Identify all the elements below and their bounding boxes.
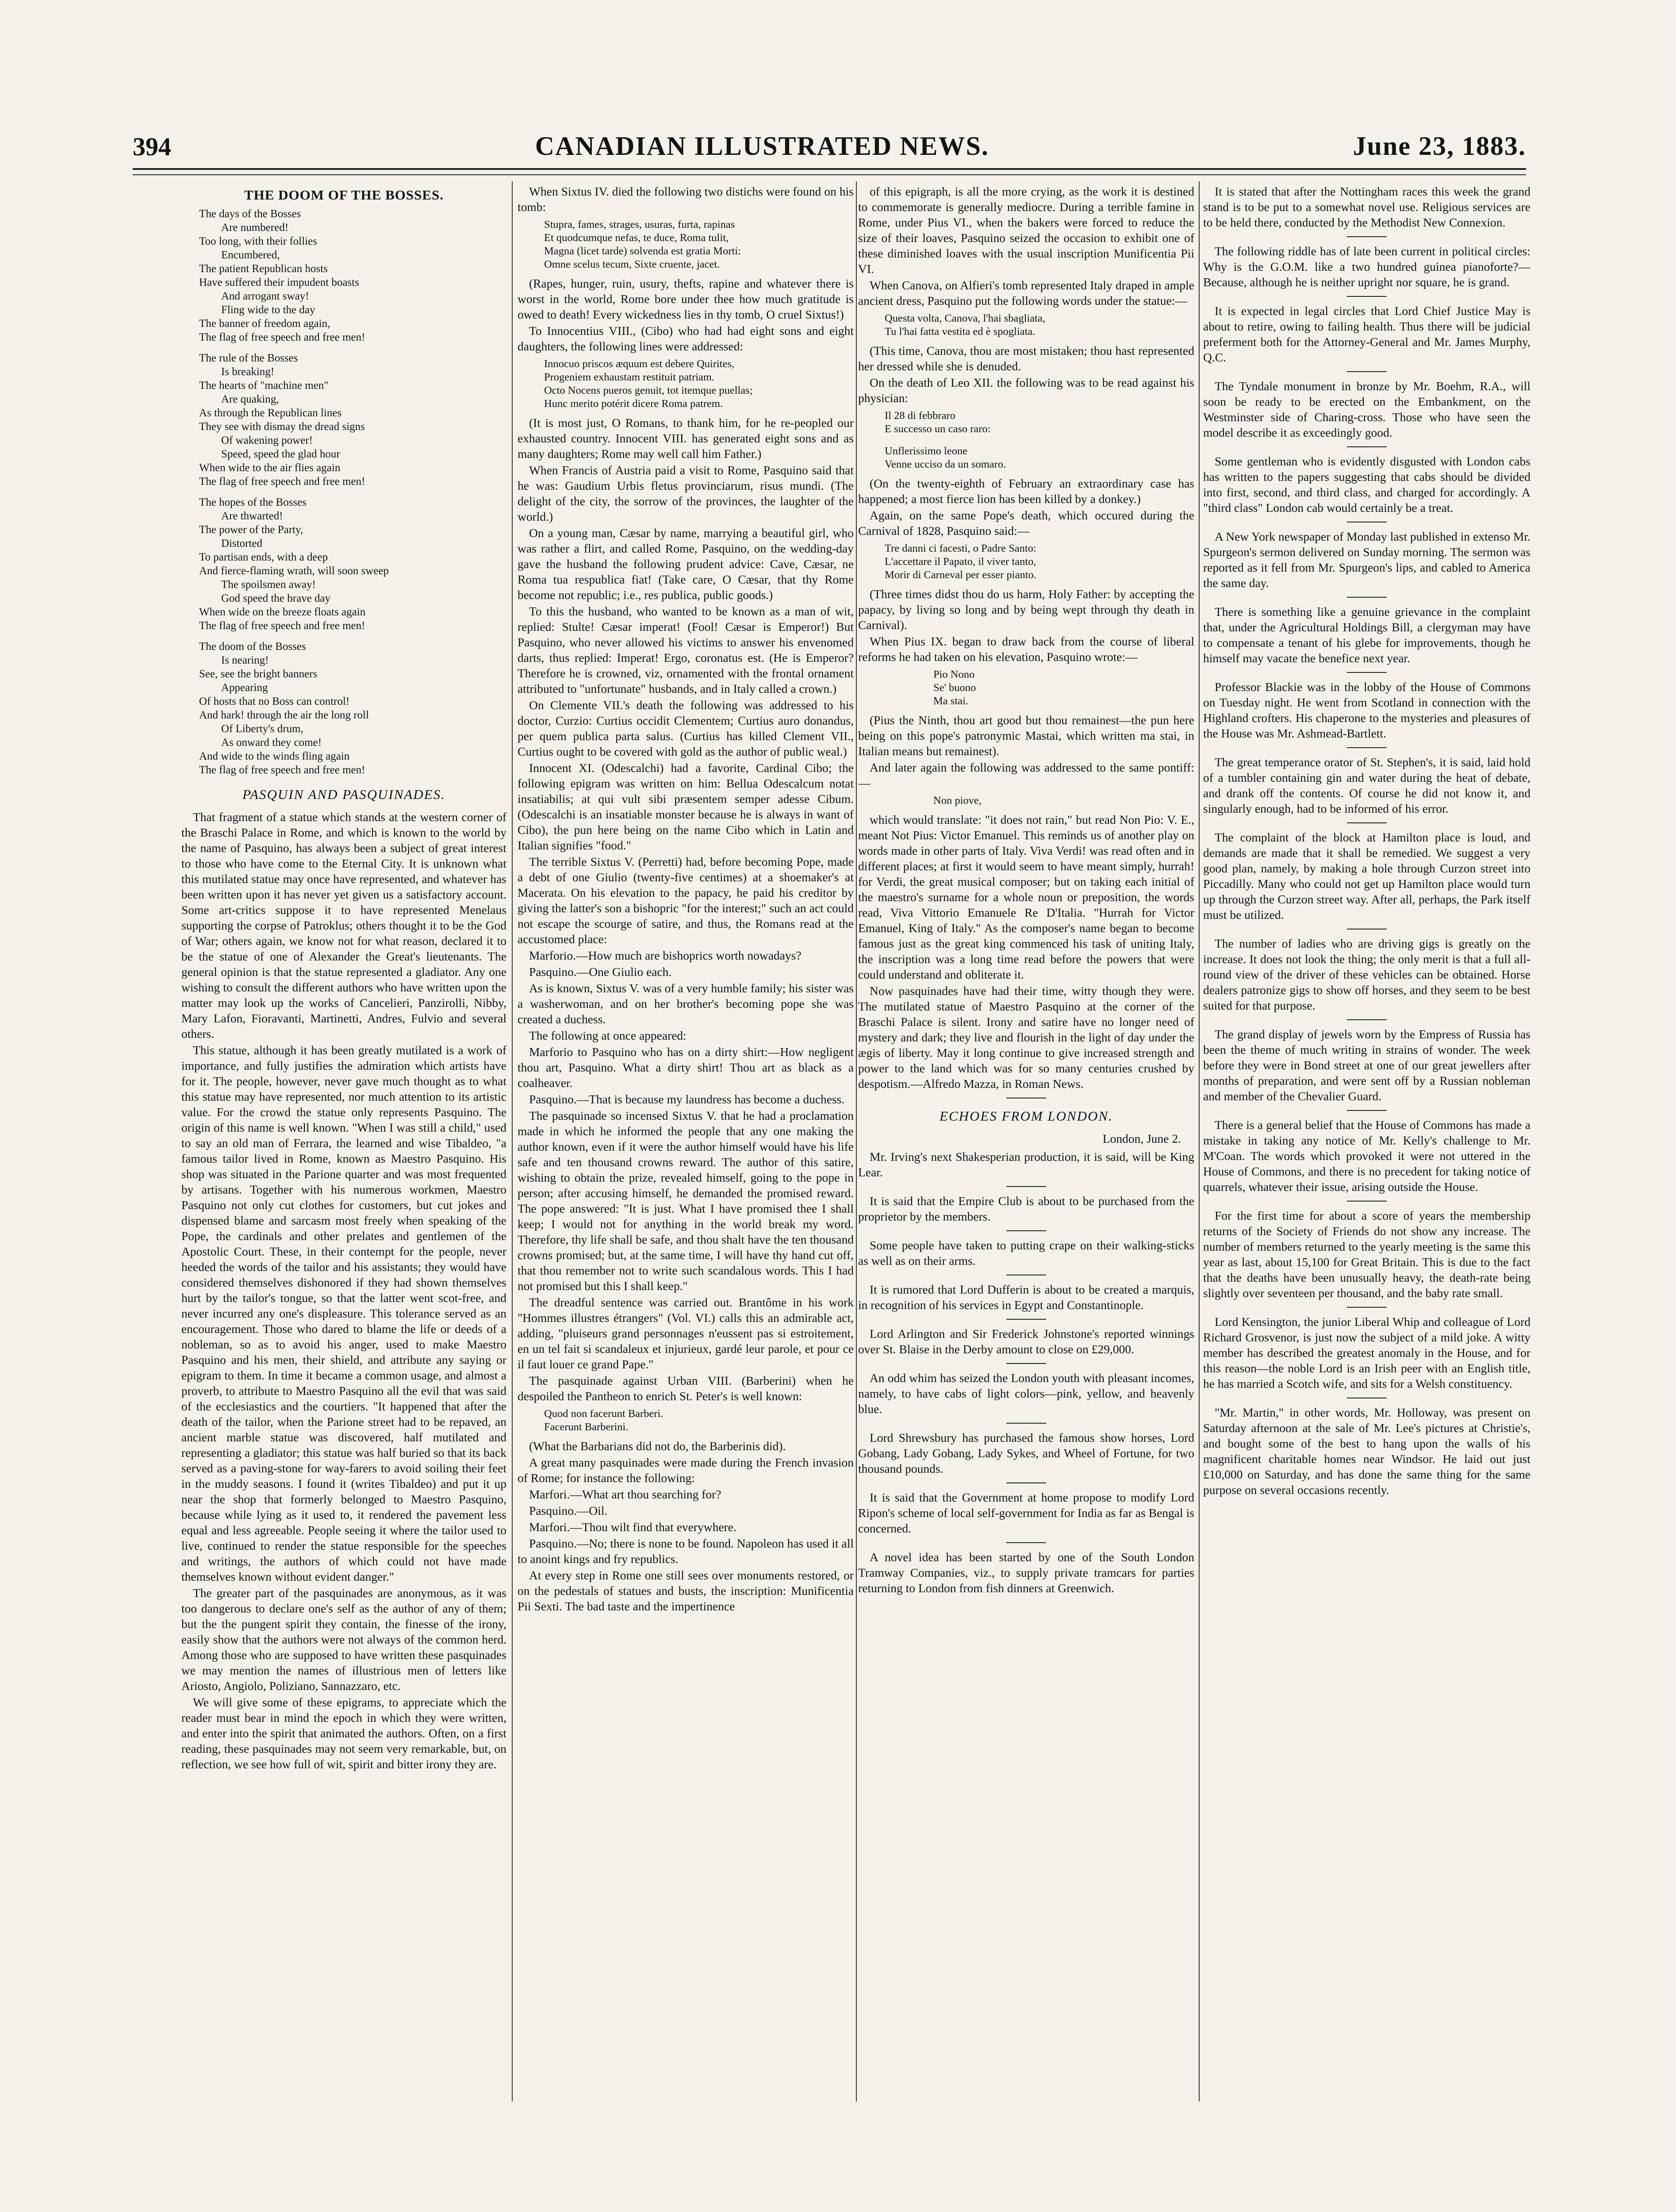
italian-quote: [885, 542, 1194, 582]
news-item: A New York newspaper of Monday last published in extenso Mr. Spurgeon's sermon delivered on Sunday morning. The sermon was reported as it fell from Mr. Spurgeon's lips, and cabled to America the same day.: [1203, 530, 1530, 590]
column-divider: [856, 181, 857, 2101]
quote-line: Morir di Carneval per esser pianto.: [885, 569, 1036, 581]
poem-stanza: [181, 207, 506, 344]
item-divider: [1347, 672, 1387, 673]
article-body: [181, 809, 506, 1772]
item-divider: [1006, 1363, 1046, 1364]
item-divider: [1006, 1186, 1046, 1187]
item-divider: [1347, 747, 1387, 748]
poem-line: As through the Republican lines: [199, 407, 342, 419]
latin-quote: [544, 218, 854, 271]
poem-line: The flag of free speech and free men!: [199, 764, 365, 776]
poem-line: The power of the Party,: [199, 524, 303, 536]
poem-line: When wide on the breeze floats again: [199, 606, 366, 618]
dialogue-line: Pasquino.—One Giulio each.: [529, 965, 672, 979]
page-number: 394: [133, 132, 171, 161]
news-item: Lord Shrewsbury has purchased the famous show horses, Lord Gobang, Lady Gobang, Lady Sykes, and Wheel of Fortune, for two thousand pounds.: [858, 1431, 1194, 1475]
news-item: It is said that the Empire Club is about to be purchased from the proprietor by the members.: [858, 1194, 1194, 1223]
item-divider: [1006, 1319, 1046, 1320]
item-divider: [1347, 446, 1387, 447]
paragraph: At every step in Rome one still sees over monuments restored, or on the pedestals of statues and busts, the inscription: Munificentia Pii Sexti. The bad taste and the impertinence: [518, 1568, 854, 1613]
news-item: The complaint of the block at Hamilton place is loud, and demands are made that it shall be remedied. We suggest a very good plan, namely, by making a hole through Curzon street into Piccadilly. Many who could not get up Hamilton place would turn up through the Curzon street way. After all, perhaps, the Park itself must be utilized.: [1203, 830, 1530, 922]
poem-line: They see with dismay the dread signs: [199, 421, 365, 433]
item-divider: [1006, 1542, 1046, 1543]
dialogue-line: Pasquino.—Oil.: [529, 1504, 608, 1517]
dialogue-line: Marforio.—How much are bishoprics worth nowadays?: [529, 949, 802, 962]
quote-line: Questa volta, Canova, l'hai sbagliata,: [885, 312, 1045, 324]
paragraph: On Clemente VII.'s death the following was addressed to his doctor, Curzio: Curtius occidit Clementem; Curtius auro donandus, per quem publica parta salus. (Curtius has killed Clement VII., Curtius ought to be covered with gold as the author of public weal.): [518, 698, 854, 758]
poem-line: Is nearing!: [221, 654, 269, 666]
quote-line: Se' buono: [933, 682, 976, 694]
news-item: The number of ladies who are driving gigs is greatly on the increase. It does not look the thing; the only merit is that a full all-round view of the driver of these vehicles can be obtained. Horse dealers patronize gigs to show off horses, and they seem to be best suited for that purpose.: [1203, 937, 1530, 1012]
poem-line: Of wakening power!: [221, 434, 313, 446]
poem-stanza: [181, 640, 506, 777]
news-item: It is said that the Government at home propose to modify Lord Ripon's scheme of local self-government for India as far as Bengal is concerned.: [858, 1490, 1194, 1535]
paragraph: The terrible Sixtus V. (Perretti) had, before becoming Pope, made a debt of one Giulio (twenty-five centimes) at a shoemaker's at Macerata. On his elevation to the papacy, he paid his creditor by giving the latter's son a bishopric "for the interest;" such an act could not escape the scourge of satire, and thus, the Romans read at the accustomed place:: [518, 855, 854, 946]
latin-quote: [544, 1407, 854, 1434]
poem-line: Fling wide to the day: [221, 304, 315, 316]
paragraph: As is known, Sixtus V. was of a very humble family; his sister was a washerwoman, and on her brother's becoming pope she was created a duchess.: [518, 981, 854, 1026]
paragraph: When Sixtus IV. died the following two distichs were found on his tomb:: [518, 184, 854, 214]
section-title: PASQUIN AND PASQUINADES.: [242, 787, 445, 802]
paragraph: To Innocentius VIII., (Cibo) who had had eight sons and eight daughters, the following lines were addressed:: [518, 324, 854, 353]
italian-quote: [933, 668, 1194, 708]
poem-line: Are numbered!: [221, 222, 289, 234]
item-divider: [1347, 1110, 1387, 1111]
quote-line: Innocuo priscos æquum est debere Quirites,: [544, 358, 735, 370]
poem-line: Appearing: [221, 682, 268, 694]
news-item: Lord Arlington and Sir Frederick Johnstone's reported winnings over St. Blaise in the Derby amount to close on £29,000.: [858, 1327, 1194, 1356]
news-item: The grand display of jewels worn by the Empress of Russia has been the theme of much writing in strains of wonder. The week before they were in Bond street at one of our great jewellers after months of preparation, and were sent off by a Russian nobleman and member of the Chevalier Guard.: [1203, 1027, 1530, 1103]
news-item: The Tyndale monument in bronze by Mr. Boehm, R.A., will soon be ready to be erected on the Embankment, on the Westminster side of Charing-cross. Those who have seen the model describe it as exceedingly good.: [1203, 379, 1530, 439]
paragraph: The dreadful sentence was carried out. Brantôme in his work "Hommes illustres étrangers" (Vol. VI.) calls this an admirable act, adding, "pluiseurs grand personnages n'eussent pas si estroitement, en un tel fait si scandaleux et injurieux, gardé leur parole, et pour ce il faut louer ce grand Pape.": [518, 1295, 854, 1371]
poem-line: The rule of the Bosses: [199, 352, 298, 364]
paragraph: The greater part of the pasquinades are anonymous, as it was too dangerous to declare one's self as the author of any of them; but the the pungent spirit they contain, the finesse of the irony, easily show that the authors were not always of the common herd. Among those who are supposed to have written these pasquinades we may mention the names of illustrious men of letters like Ariosto, Angiolo, Poliziano, Sannazzaro, etc.: [181, 1586, 506, 1693]
section-title: ECHOES FROM LONDON.: [940, 1108, 1113, 1124]
poem-line: The hearts of "machine men": [199, 380, 329, 392]
poem-line: And hark! through the air the long roll: [199, 709, 369, 721]
news-item: There is something like a genuine grievance in the complaint that, under the Agricultural Holdings Bill, a clergyman may have to compensate a tenant of his glebe for improvements, though he himself may vacate the benefice next year.: [1203, 605, 1530, 665]
paragraph: Again, on the same Pope's death, which occured during the Carnival of 1828, Pasquino said:—: [858, 508, 1194, 538]
poem-line: The patient Republican hosts: [199, 263, 328, 275]
poem-line: The flag of free speech and free men!: [199, 476, 365, 488]
item-divider: [1347, 822, 1387, 823]
dialogue-line: Marfori.—What art thou searching for?: [529, 1487, 721, 1501]
paragraph: And later again the following was addressed to the same pontiff:—: [858, 760, 1194, 790]
header-rule: [133, 168, 1526, 170]
poem-line: The days of the Bosses: [199, 208, 301, 220]
quote-line: Ma stai.: [933, 695, 968, 707]
header-rule-thin: [133, 174, 1526, 175]
italian-quote: [885, 409, 1194, 471]
news-item: Mr. Irving's next Shakesperian production, it is said, will be King Lear.: [858, 1150, 1194, 1179]
dialogue-line: Pasquino.—No; there is none to be found. Napoleon has used it all to anoint kings and fry republics.: [518, 1536, 854, 1566]
poem-title: THE DOOM OF THE BOSSES.: [244, 187, 444, 203]
poem-line: The banner of freedom again,: [199, 318, 330, 330]
poem-line: And wide to the winds fling again: [199, 750, 350, 762]
column-divider: [1199, 181, 1200, 2101]
item-divider: [1347, 296, 1387, 297]
news-item: The following riddle has of late been current in political circles: Why is the G.O.M. like a two hundred guinea pianoforte?—Because, although he is neither upright nor square, he is grand.: [1203, 244, 1530, 289]
news-item: Lord Kensington, the junior Liberal Whip and colleague of Lord Richard Grosvenor, is just now the subject of a mild joke. A witty member has described the greatest anomaly in the House, and for this reason—the noble Lord is an Irish peer with an English title, he has married a Scotch wife, and sits for a Welsh constituency.: [1203, 1315, 1530, 1390]
paragraph: of this epigraph, is all the more crying, as the work it is destined to commemorate is generally mediocre. During a terrible famine in Rome, under Pius VI., when the bakers were forced to reduce the size of their loaves, Pasquino seized the occasion to exhibit one of these diminished loaves with the usual inscription Munificentia Pii VI.: [858, 184, 1194, 276]
paragraph: To this the husband, who wanted to be known as a man of wit, replied: Stulte! Cæsar imperat! (Fool! Cæsar is Emperor!) But Pasquino, who never allowed his victims to answer his envenomed darts, thus replied: Imperat! Ergo, coronatus est. (He is Emperor? Therefore he is crowned, viz, ornamented with the frontal ornament attributed to "unfortunate" husbands, and in Italy called a crown.): [518, 604, 854, 695]
poem-line: As onward they come!: [221, 737, 322, 749]
item-divider: [1347, 1019, 1387, 1020]
news-items: [858, 1149, 1194, 1596]
news-item: Some people have taken to putting crape on their walking-sticks as well as on their arms.: [858, 1238, 1194, 1267]
quote-line: E successo un caso raro:: [885, 423, 991, 435]
poem-line: Are thwarted!: [221, 510, 283, 522]
paragraph: (Rapes, hunger, ruin, usury, thefts, rapine and whatever there is worst in the world, Rome bore under thee how much gratitude is owed to death! Every wickedness lies in thy tomb, O cruel Sixtus!): [518, 276, 854, 321]
news-item: An odd whim has seized the London youth with pleasant incomes, namely, to have cabs of light colors—pink, yellow, and heavenly blue.: [858, 1371, 1194, 1416]
quote-line: Omne scelus tecum, Sixte cruente, jacet.: [544, 258, 720, 270]
paragraph: This statue, although it has been greatly mutilated is a work of importance, and fully justifies the admiration which artists have for it. The people, however, never gave much thought as to what this statue may have represented, nor much attention to its artistic value. For the crowd the statue only represents Pasquino. The origin of this name is well known. "When I was still a child," used to say an old man of Ferrara, the learned and wise Tibaldeo, "a famous tailor lived in Rome, known as Maestro Pasquino. His shop was situated in the Parione quarter and was most frequented by artisans. Together with his numerous workmen, Maestro Pasquino not only cut clothes for customers, but cut jokes and dispensed blame and sarcasm most freely when speaking of the Pope, the cardinals and other prelates and gentlemen of the Apostolic Court. These, in their contempt for the people, never heeded the words of the tailor and his assistants; they would have considered themselves dishonored if they had shown themselves hurt by the tailor's tongue, so that the latter went scot-free, and never incurred any one's displeasure. This tolerance served as an encouragement. Those who dared to blame the life or deeds of a nobleman, so as to avoid his anger, used to make Maestro Pasquino and his men, their shield, and attribute any saying or epigram to them. In time it became a common usage, and almost a proverb, to attribute to Maestro Pasquino all the evil that was said of the ecclesiastics and the courtiers. "It happened that after the death of the tailor, when the Parione street had to be repaved, an ancient marble statue was discovered, half mutilated and representing a gladiator; this statue was half buried so that its back served as a paving-stone for way-farers to avoid soiling their feet in the muddy seasons. I found it (writes Tibaldeo) and put it up near the shop that formerly belonged to Maestro Pasquino, because while lying as it used to, it rendered the pavement less equal and less agreeable. People seeing it where the tailor used to live, continued to render the statue responsible for the speeches and writings, the authors of which could not have made themselves known without evident danger.": [181, 1043, 506, 1583]
news-item: For the first time for about a score of years the membership returns of the Society of Friends do not show any increase. The number of members returned to the yearly meeting is the same this year as last, about 15,100 for Great Britain. This is due to the fact that the deaths have been unusually heavy, the death-rate being slightly over seventeen per thousand, and the baby rate small.: [1203, 1209, 1530, 1300]
dialogue-line: Marfori.—Thou wilt find that everywhere.: [529, 1520, 736, 1534]
poem-line: Too long, with their follies: [199, 235, 317, 247]
quote-line: Tre danni ci facesti, o Padre Santo:: [885, 542, 1036, 554]
paragraph: (On the twenty-eighth of February an extraordinary case has happened; a most fierce lion has been killed by a donkey.): [858, 476, 1194, 506]
poem-stanza: [181, 495, 506, 633]
paragraph: The pasquinade so incensed Sixtus V. that he had a proclamation made in which he informed the people that any one making the author known, even if it were the author himself would have his life safe and ten thousand crowns reward. The author of this satire, wishing to obtain the prize, revealed himself, going to the pope in person; after accusing himself, he demanded the promised reward. The pope answered: "It is just. What I have promised thee I shall keep; I would not for anything in the world break my word. Therefore, thy life shall be safe, and thou shalt have the ten thousand crowns promised; but, at the same time, I will have thy hand cut off, that thou remember not to write such scandalous words. This I had not promised but this I shall keep.": [518, 1109, 854, 1293]
poem-line: The flag of free speech and free men!: [199, 620, 365, 632]
news-item: The great temperance orator of St. Stephen's, it is said, laid hold of a tumbler containing gin and water during the heat of debate, and drank off the contents. Of course he did not know it, and singularly enough, had to be informed of his error.: [1203, 755, 1530, 815]
paragraph: which would translate: "it does not rain," but read Non Pio: V. E., meant Not Pius: Victor Emanuel. This reminds us of another play on words made in other parts of Italy. Viva Verdi! was read often and in different places; at first it would seem to have meant simply, hurrah! for Verdi, the great musical composer; but on taking each initial of the maestro's surname for a whole noun or preposition, the words read, Viva Vittorio Emanuele Re D'Italia. "Hurrah for Victor Emanuel, King of Italy." As the composer's name began to become famous just as the great king commenced his task of uniting Italy, the inscription was a long time read before the powers that were could understand and obliterate it.: [858, 813, 1194, 981]
poem-line: The doom of the Bosses: [199, 641, 306, 653]
dateline: London, June 2.: [1102, 1132, 1181, 1145]
poem-line: Of Liberty's drum,: [221, 723, 303, 735]
quote-line: Non piove,: [933, 795, 982, 806]
paragraph: The following at once appeared:: [529, 1029, 687, 1042]
masthead-title: CANADIAN ILLUSTRATED NEWS.: [535, 131, 989, 161]
column-3: [858, 184, 1194, 2101]
italian-quote: [885, 312, 1194, 338]
quote-line: Progeniem exhaustam restituit patriam.: [544, 371, 715, 383]
paragraph: Now pasquinades have had their time, witty though they were. The mutilated statue of Maestro Pasquino at the corner of the Braschi Palace is silent. Irony and satire have no longer need of mystery and dark; they live and flourish in the light of day under the ægis of liberty. May it long continue to give increased strength and power to the land which was for so many centuries crushed by despotism.—Alfredo Mazza, in Roman News.: [858, 984, 1194, 1091]
italian-quote: [933, 794, 1194, 807]
item-divider: [1006, 1423, 1046, 1424]
issue-date: June 23, 1883.: [1353, 131, 1526, 161]
quote-line: Et quodcumque nefas, te duce, Roma tulit,: [544, 232, 729, 244]
paragraph: We will give some of these epigrams, to appreciate which the reader must bear in mind the epoch in which they were written, and enter into the spirit that animated the authors. Often, on a first reading, these pasquinades may not seem very remarkable, but, on reflection, we see how full of wit, spirit and bitter irony they are.: [181, 1695, 506, 1771]
news-item: It is rumored that Lord Dufferin is about to be created a marquis, in recognition of his services in Egypt and Constantinople.: [858, 1283, 1194, 1312]
paragraph: On a young man, Cæsar by name, marrying a beautiful girl, who was rather a flirt, and called Rome, Pasquino, on the wedding-day gave the husband the following prudent advice: Cave, Cæsar, ne Roma tua respublica fiat! (Take care, O Cæsar, that thy Rome become not republic; i.e., res publica, public goods.): [518, 526, 854, 602]
paragraph: Innocent XI. (Odescalchi) had a favorite, Cardinal Cibo; the following epigram was written on him: Bellua Odescalcum notat insatiabilis; at qui vult sibi præsentem semper adesse Cibum. (Odescalchi is an insatiable monster because he is always in want of Cibo), the pun here being on the name Cibo which in Latin and Italian signifies "food.": [518, 761, 854, 852]
poem-stanza: [181, 351, 506, 488]
paragraph: The pasquinade against Urban VIII. (Barberini) when he despoiled the Pantheon to enrich St. Peter's is well known:: [518, 1374, 854, 1403]
paragraph: When Pius IX. began to draw back from the course of liberal reforms he had taken on his elevation, Pasquino wrote:—: [858, 634, 1194, 664]
paragraph: (Three times didst thou do us harm, Holy Father: by accepting the papacy, by living so long and by being wept through thy death in Carnival).: [858, 587, 1194, 632]
poem-line: And fierce-flaming wrath, will soon sweep: [199, 565, 389, 577]
column-divider: [512, 181, 513, 2101]
item-divider: [1347, 1201, 1387, 1202]
poem-line: Have suffered their impudent boasts: [199, 276, 359, 288]
paragraph: (What the Barbarians did not do, the Barberinis did).: [529, 1439, 786, 1453]
quote-line: Quod non facerunt Barberi.: [544, 1408, 663, 1420]
poem-line: The flag of free speech and free men!: [199, 331, 365, 343]
latin-quote: [544, 357, 854, 411]
paragraph: (This time, Canova, thou are most mistaken; thou hast represented her dressed while she is denuded.: [858, 344, 1194, 373]
quote-line: L'accettare il Papato, il viver tanto,: [885, 556, 1036, 568]
news-item: It is stated that after the Nottingham races this week the grand stand is to be put to a somewhat novel use. Religious services are to be held there, conducted by the Methodist New Connexion.: [1203, 184, 1530, 229]
paragraph: (It is most just, O Romans, to thank him, for he re-peopled our exhausted country. Innocent VIII. has generated eight sons and as many daughters; Rome may well call him Father.): [518, 416, 854, 461]
item-divider: [1006, 1230, 1046, 1231]
poem-line: Are quaking,: [221, 393, 279, 405]
item-divider: [1347, 597, 1387, 598]
poem: [181, 207, 506, 777]
poem-line: Is breaking!: [221, 366, 275, 378]
quote-line: Venne ucciso da un somaro.: [885, 458, 1006, 470]
quote-line: Unflerissimo leone: [885, 445, 968, 457]
news-item: Professor Blackie was in the lobby of the House of Commons on Tuesday night. He went from Scotland in connection with the Highland crofters. His chaperone to the mysteries and pleasures of the House was Mr. Ashmead-Bartlett.: [1203, 680, 1530, 740]
paragraph: When Canova, on Alfieri's tomb represented Italy draped in ample ancient dress, Pasquino put the following words under the statue:—: [858, 278, 1194, 307]
paragraph: On the death of Leo XII. the following was to be read against his physician:: [858, 376, 1194, 405]
paragraph: When Francis of Austria paid a visit to Rome, Pasquino said that he was: Gaudium Urbis fletus provinciarum, risus mundi. (The delight of the city, the sorrow of the provinces, the laughter of the world.): [518, 463, 854, 523]
news-item: It is expected in legal circles that Lord Chief Justice May is about to retire, owing to failing health. Thus there will be judicial preferment both for the Attorney-General and Mr. James Murphy, Q.C.: [1203, 304, 1530, 364]
poem-line: The spoilsmen away!: [221, 579, 316, 591]
news-items: [1203, 184, 1530, 1498]
quote-line: Il 28 di febbraro: [885, 410, 955, 422]
poem-line: To partisan ends, with a deep: [199, 551, 328, 563]
column-2: [518, 184, 854, 2101]
quote-line: Tu l'hai fatta vestita ed è spogliata.: [885, 326, 1036, 338]
poem-line: And arrogant sway!: [221, 290, 309, 302]
paragraph: That fragment of a statue which stands at the western corner of the Braschi Palace in Rome, and which is known to the world by the name of Pasquino, has always been a subject of great interest to those who have come to the Eternal City. It is unknown what this mutilated statue may once have represented, and whatever has been written upon it has never yet given us a satisfactory account. Some art-critics suppose it to have represented Menelaus supporting the corpse of Patroklus; others thought it to be the God of War; others again, we know not for what reason, declared it to be the statue of one of Alexander the Great's lieutenants. The general opinion is that the statue represented a gladiator. Any one wishing to consult the different authors who have written upon the matter may look up the works of Cancelieri, Panzirolli, Nibby, Mary Lafon, Fioravanti, Martinetti, Andres, Fulvio and several others.: [181, 810, 506, 1041]
dialogue-line: Marforio to Pasquino who has on a dirty shirt:—How negligent thou art, Pasquino. What a dirty shirt! Thou art as black as a coalheaver.: [518, 1045, 854, 1090]
news-item: There is a general belief that the House of Commons has made a mistake in taking any notice of Mr. Kelly's challenge to Mr. M'Coan. The words which provoked it were not uttered in the House of Commons, and there is no precedent for taking notice of quarrels, whatever their issue, arising outside the House.: [1203, 1118, 1530, 1194]
column-1: [181, 184, 506, 2101]
quote-line: Hunc merito potérit dicere Roma patrem.: [544, 398, 723, 410]
news-item: "Mr. Martin," in other words, Mr. Holloway, was present on Saturday afternoon at the sale of Mr. Lee's pictures at Christie's, and bought some of the best to hang upon the walls of his magnificent charitable homes near Windsor. He laid out just £10,000 on Saturday, and has done the same thing for the same purpose on several occasions recently.: [1203, 1406, 1530, 1497]
column-4: [1203, 184, 1530, 2101]
poem-line: God speed the brave day: [221, 592, 331, 604]
poem-line: Distorted: [221, 538, 263, 549]
item-divider: [1347, 1307, 1387, 1308]
poem-line: Of hosts that no Boss can control!: [199, 695, 350, 707]
quote-line: [885, 436, 1194, 445]
page-header: [133, 126, 1526, 161]
poem-line: The hopes of the Bosses: [199, 496, 307, 508]
poem-line: Speed, speed the glad hour: [221, 448, 340, 460]
news-item: A novel idea has been started by one of the South London Tramway Companies, viz., to supply private tramcars for parties returning to London from fish dinners at Greenwich.: [858, 1550, 1194, 1595]
item-divider: [1347, 371, 1387, 372]
paragraph: A great many pasquinades were made during the French invasion of Rome; for instance the following:: [518, 1455, 854, 1485]
quote-line: Magna (licet tarde) solvenda est gratia Morti:: [544, 245, 741, 257]
paragraph: (Pius the Ninth, thou art good but thou remainest—the pun here being on this pope's patronymic Mastai, which written ma stai, in Italian means but remainest).: [858, 713, 1194, 758]
item-divider: [1006, 1482, 1046, 1483]
poem-line: When wide to the air flies again: [199, 462, 341, 474]
quote-line: Octo Nocens pueros genuit, tot itemque puellas;: [544, 384, 753, 396]
item-divider: [1347, 236, 1387, 237]
dialogue-line: Pasquino.—That is because my laundress has become a duchess.: [529, 1092, 845, 1106]
quote-line: Pio Nono: [933, 668, 975, 680]
poem-line: Encumbered,: [221, 249, 280, 261]
quote-line: Facerunt Barberini.: [544, 1421, 629, 1433]
poem-line: See, see the bright banners: [199, 668, 318, 680]
news-item: Some gentleman who is evidently disgusted with London cabs has written to the papers suggesting that cabs should be divided into first, second, and third class, and charged for accordingly. A "third class" London cab would certainly be a treat.: [1203, 454, 1530, 515]
quote-line: Stupra, fames, strages, usuras, furta, rapinas: [544, 219, 735, 230]
